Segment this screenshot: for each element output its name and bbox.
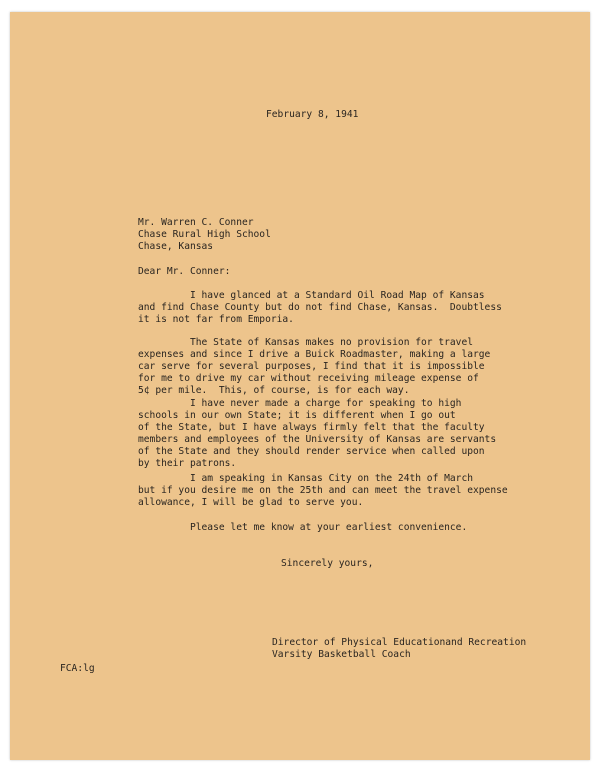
body-line: members and employees of the University of Kansas are servants [138, 434, 497, 445]
body-line: I have never made a charge for speaking to high [138, 398, 462, 409]
address-line: Mr. Warren C. Conner [138, 217, 254, 228]
paragraph-4 [138, 473, 508, 509]
address-line: Chase Rural High School [138, 229, 271, 240]
body-line: expenses and since I drive a Buick Roadmaster, making a large [138, 349, 491, 360]
closing: Sincerely yours, [281, 558, 374, 569]
paragraph-3 [138, 398, 496, 470]
body-line: The State of Kansas makes no provision for travel [138, 337, 474, 348]
letter-page [10, 12, 590, 760]
letter-date: February 8, 1941 [266, 109, 359, 120]
body-line: I have glanced at a Standard Oil Road Map of Kansas [138, 290, 485, 301]
salutation: Dear Mr. Conner: [138, 266, 231, 277]
paragraph-2 [138, 337, 490, 397]
address-line: Chase, Kansas [138, 241, 214, 252]
body-line: schools in our own State; it is different when I go out [138, 410, 456, 421]
paragraph-1 [138, 290, 502, 326]
body-line: and find Chase County but do not find Chase, Kansas. Doubtless [138, 302, 502, 313]
body-line: allowance, I will be glad to serve you. [138, 497, 364, 508]
body-line: I am speaking in Kansas City on the 24th of March [138, 473, 474, 484]
body-line: of the State and they should render service when called upon [138, 446, 485, 457]
body-line: car serve for several purposes, I find that it is impossible [138, 361, 485, 372]
typist-initials: FCA:lg [60, 663, 95, 674]
body-line: of the State, but I have always firmly felt that the faculty [138, 422, 485, 433]
paragraph-5 [138, 522, 467, 534]
body-line: by their patrons. [138, 458, 237, 469]
body-line: but if you desire me on the 25th and can meet the travel expense [138, 485, 508, 496]
body-line: it is not far from Emporia. [138, 314, 294, 325]
signature-title: Varsity Basketball Coach [272, 649, 411, 660]
body-line: Please let me know at your earliest convenience. [138, 522, 468, 533]
body-line: for me to drive my car without receiving mileage expense of [138, 373, 479, 384]
signature-block [272, 637, 526, 661]
recipient-address [138, 217, 271, 253]
signature-title: Director of Physical Educationand Recreation [272, 637, 527, 648]
body-line: 5¢ per mile. This, of course, is for each way. [138, 385, 410, 396]
